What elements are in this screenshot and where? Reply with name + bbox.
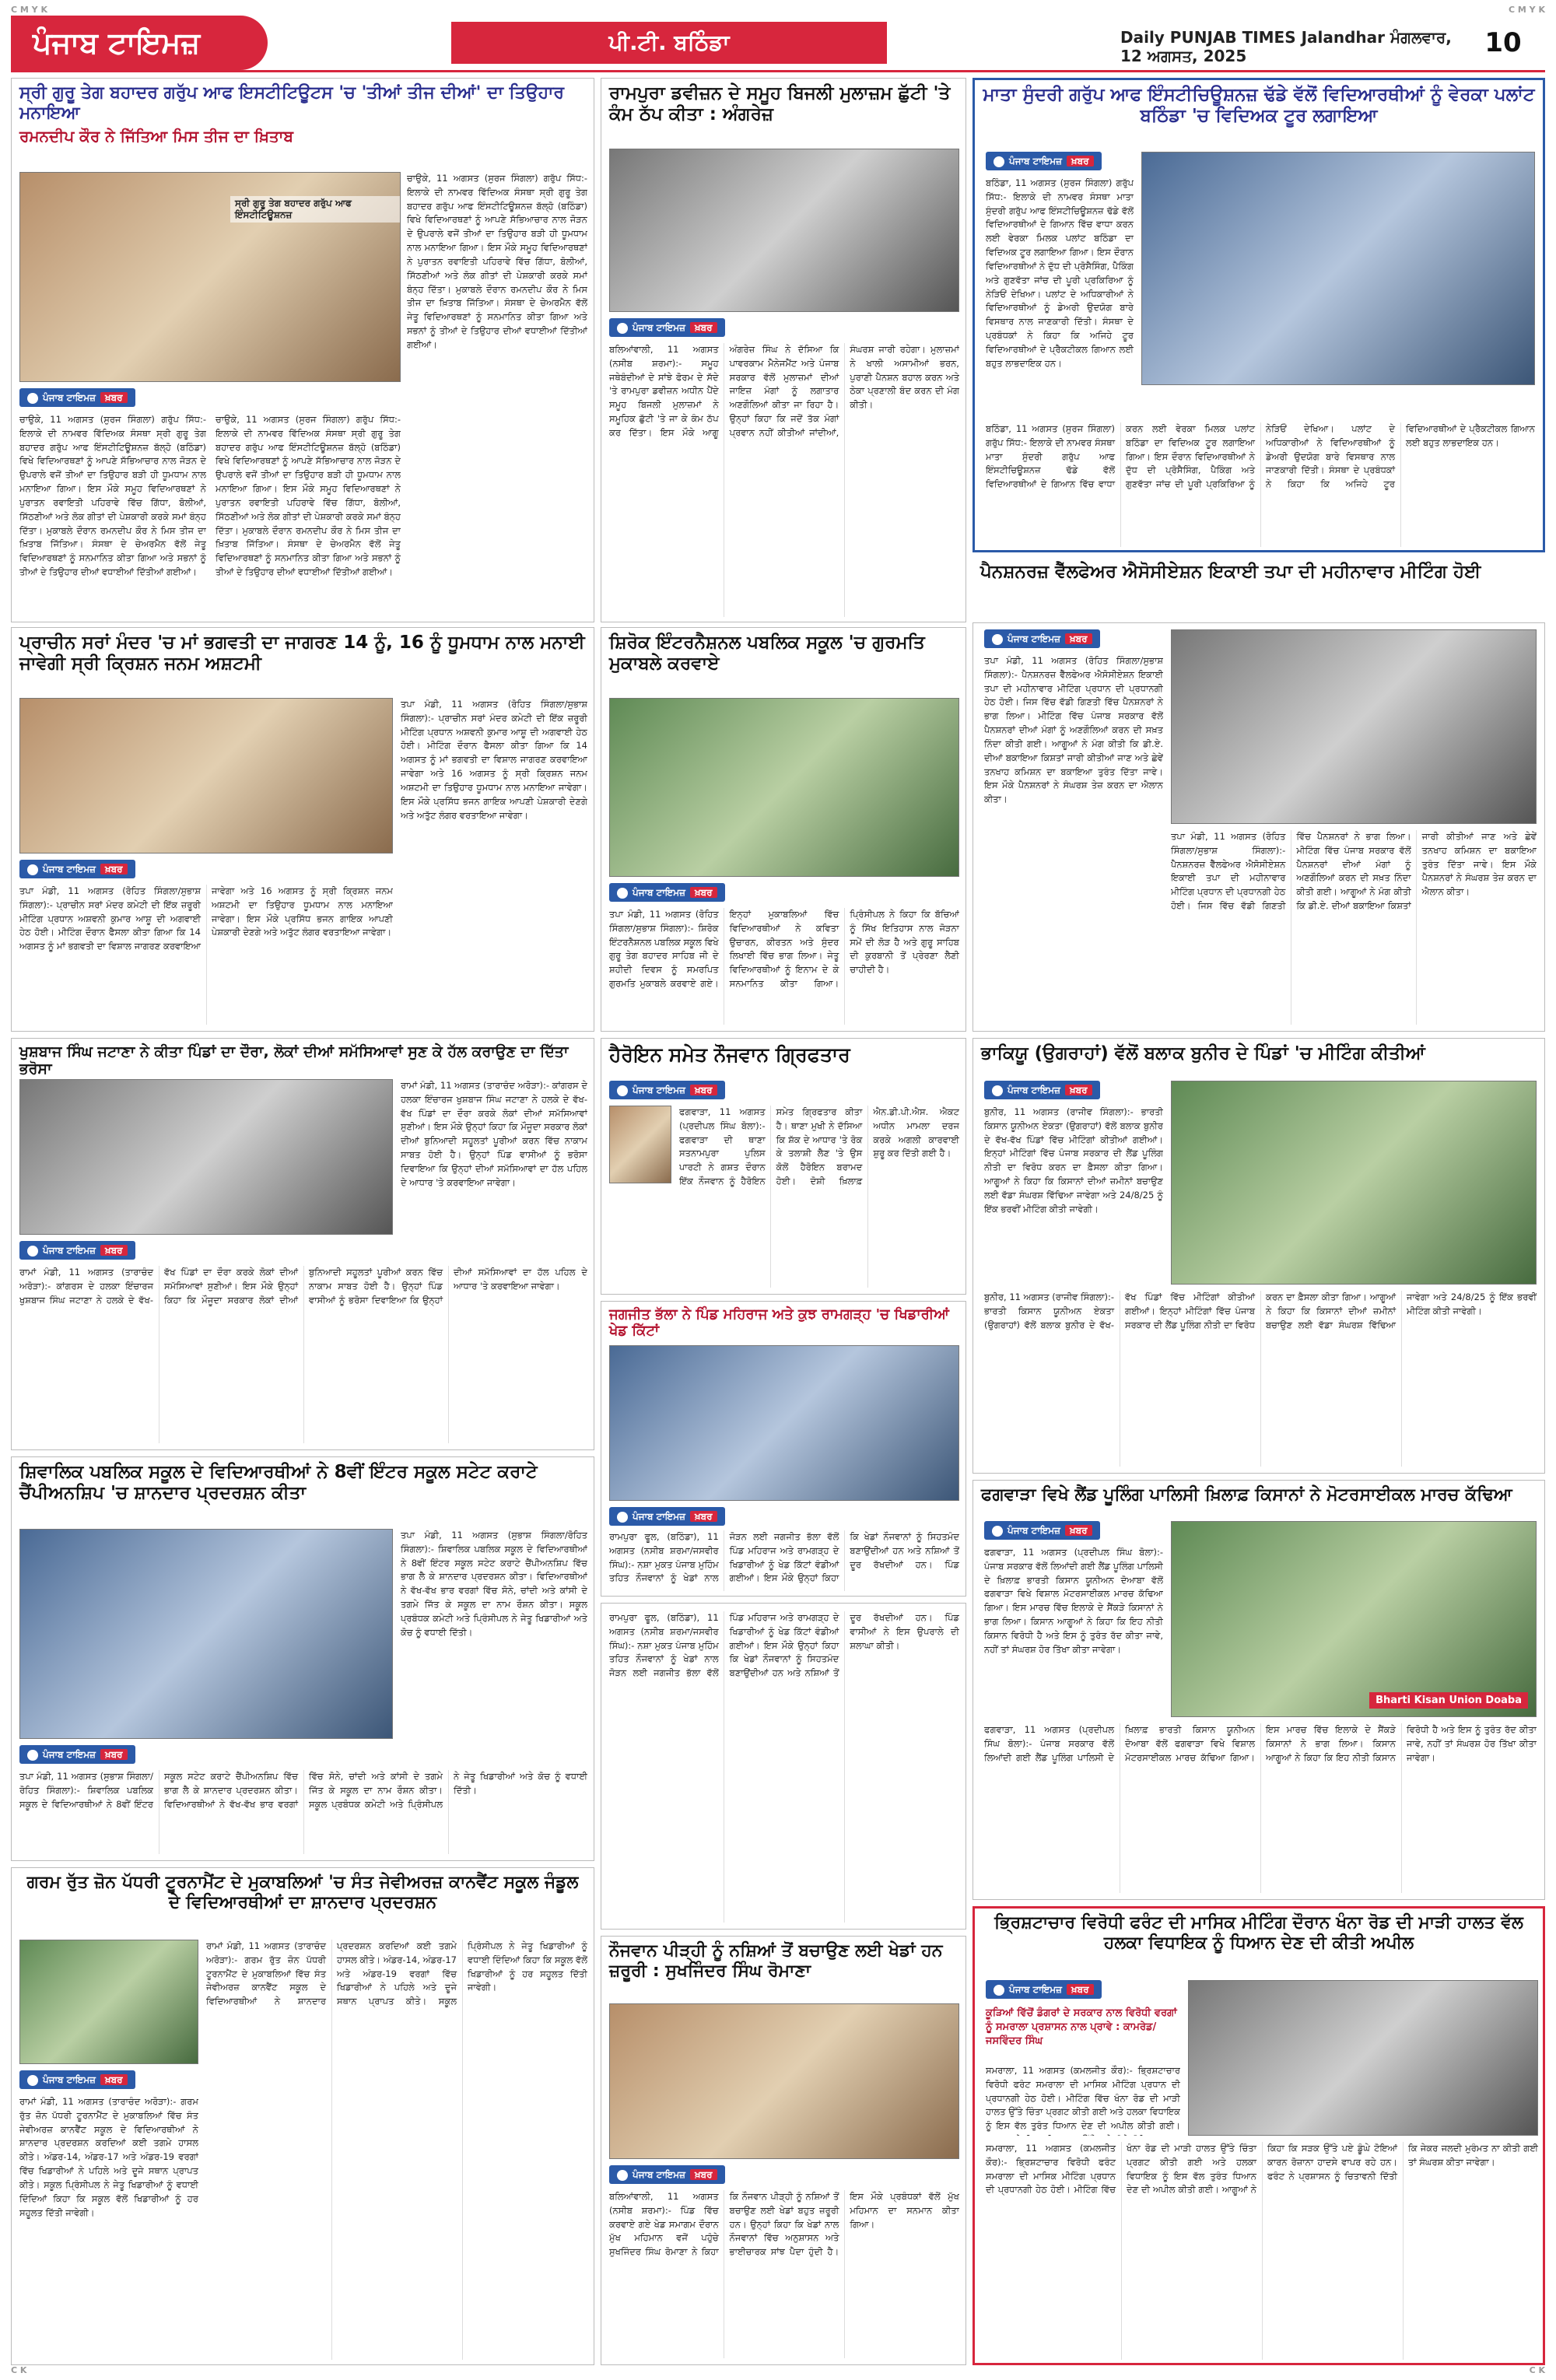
article-headline: ਹੈਰੋਇਨ ਸਮੇਤ ਨੌਜਵਾਨ ਗ੍ਰਿਫਤਾਰ (609, 1043, 850, 1066)
article-photo (1171, 629, 1537, 824)
byline-logo-icon (994, 156, 1004, 167)
photo-banner-text: Bharti Kisan Union Doaba (1369, 1692, 1528, 1709)
article-headline: ਨੌਜਵਾਨ ਪੀੜ੍ਹੀ ਨੂੰ ਨਸ਼ਿਆਂ ਤੋਂ ਬਚਾਉਣ ਲਈ ਖੇਡਾਂ ਹਨ ਜ਼ਰੂਰੀ : ਸੁਖਜਿੰਦਰ ਸਿੰਘ ਰੋਮਾਣਾ (609, 1941, 943, 1981)
article-greemrut (11, 1867, 594, 2365)
article-body-continued: ਤਪਾ ਮੰਡੀ, 11 ਅਗਸਤ (ਰੋਹਿਤ ਸਿੰਗਲਾ/ਸੁਭਾਸ਼ ਸਿੰਗਲਾ):- ਪ੍ਰਾਚੀਨ ਸਰਾਂ ਮੰਦਰ ਕਮੇਟੀ ਦੀ ਇੱਕ ਜ਼ਰੂਰੀ ਮੀਟਿੰਗ ਪ੍ਰਧਾਨ ਅਸ਼ਵਨੀ ਕੁਮਾਰ ਆਸ਼ੂ ਦੀ ਅਗਵਾਈ ਹੇਠ ਹੋਈ। ਮੀਟਿੰਗ ਦੌਰਾਨ ਫੈਸਲਾ ਕੀਤਾ ਗਿਆ ਕਿ 14 ਅਗਸਤ ਨੂੰ ਮਾਂ ਭਗਵਤੀ ਦਾ ਵਿਸ਼ਾਲ ਜਾਗਰਣ ਕਰਵਾਇਆ ਜਾਵੇਗਾ ਅਤੇ 16 ਅਗਸਤ ਨੂੰ ਸ੍ਰੀ ਕ੍ਰਿਸ਼ਨ ਜਨਮ ਅਸ਼ਟਮੀ ਦਾ ਤਿਉਹਾਰ ਧੂਮਧਾਮ ਨਾਲ ਮਨਾਇਆ ਜਾਵੇਗਾ। ਇਸ ਮੌਕੇ ਪ੍ਰਸਿੱਧ ਭਜਨ ਗਾਇਕ ਆਪਣੀ ਪੇਸ਼ਕਾਰੀ ਦੇਣਗੇ ਅਤੇ ਅਤੁੱਟ ਲੰਗਰ ਵਰਤਾਇਆ ਜਾਵੇਗਾ। (401, 699, 587, 821)
article-body-continued: ਰਾਮਪੁਰਾ ਫੂਲ, (ਬਠਿੰਡਾ), 11 ਅਗਸਤ (ਨਸੀਬ ਸ਼ਰਮਾ/ਜਸਵੀਰ ਸਿੰਘ):- ਨਸ਼ਾ ਮੁਕਤ ਪੰਜਾਬ ਮੁਹਿੰਮ ਤਹਿਤ ਨੌਜਵਾਨਾਂ ਨੂੰ ਖੇਡਾਂ ਨਾਲ ਜੋੜਨ ਲਈ ਜਗਜੀਤ ਭੱਲਾ ਵੱਲੋਂ ਪਿੰਡ ਮਹਿਰਾਜ ਅਤੇ ਰਾਮਗੜ੍ਹ ਦੇ ਖਿਡਾਰੀਆਂ ਨੂੰ ਖੇਡ ਕਿੱਟਾਂ ਵੰਡੀਆਂ ਗਈਆਂ। ਇਸ ਮੌਕੇ ਉਨ੍ਹਾਂ ਕਿਹਾ ਕਿ ਖੇਡਾਂ ਨੌਜਵਾਨਾਂ ਨੂੰ ਸਿਹਤਮੰਦ ਬਣਾਉਂਦੀਆਂ ਹਨ ਅਤੇ ਨਸ਼ਿਆਂ ਤੋਂ ਦੂਰ ਰੱਖਦੀਆਂ ਹਨ। ਪਿੰਡ ਵਾਸੀਆਂ ਨੇ ਇਸ ਉਪਰਾਲੇ ਦੀ ਸ਼ਲਾਘਾ ਕੀਤੀ। (609, 1612, 959, 1679)
article-body: ਰਾਮਾਂ ਮੰਡੀ, 11 ਅਗਸਤ (ਤਾਰਾਚੰਦ ਅਰੋੜਾ):- ਗਰਮ ਰੁੱਤ ਜ਼ੋਨ ਪੱਧਰੀ ਟੂਰਨਾਮੈਂਟ ਦੇ ਮੁਕਾਬਲਿਆਂ ਵਿੱਚ ਸੰਤ ਜੇਵੀਅਰਜ਼ ਕਾਨਵੈਂਟ ਸਕੂਲ ਦੇ ਵਿਦਿਆਰਥੀਆਂ ਨੇ ਸ਼ਾਨਦਾਰ ਪ੍ਰਦਰਸ਼ਨ ਕਰਦਿਆਂ ਕਈ ਤਗਮੇ ਹਾਸਲ ਕੀਤੇ। ਅੰਡਰ-14, ਅੰਡਰ-17 ਅਤੇ ਅੰਡਰ-19 ਵਰਗਾਂ ਵਿੱਚ ਖਿਡਾਰੀਆਂ ਨੇ ਪਹਿਲੇ ਅਤੇ ਦੂਜੇ ਸਥਾਨ ਪ੍ਰਾਪਤ ਕੀਤੇ। ਸਕੂਲ ਪ੍ਰਿੰਸੀਪਲ ਨੇ ਜੇਤੂ ਖਿਡਾਰੀਆਂ ਨੂੰ ਵਧਾਈ ਦਿੰਦਿਆਂ ਕਿਹਾ ਕਿ ਸਕੂਲ ਵੱਲੋਂ ਖਿਡਾਰੀਆਂ ਨੂੰ ਹਰ ਸਹੂਲਤ ਦਿੱਤੀ ਜਾਵੇਗੀ। (206, 1940, 587, 2007)
article-photo (609, 2003, 959, 2159)
article-photo (1141, 152, 1535, 385)
article-body-continued: ਸਮਰਾਲਾ, 11 ਅਗਸਤ (ਕਮਲਜੀਤ ਕੌਰ):- ਭ੍ਰਿਸ਼ਟਾਚਾਰ ਵਿਰੋਧੀ ਫਰੰਟ ਸਮਰਾਲਾ ਦੀ ਮਾਸਿਕ ਮੀਟਿੰਗ ਪ੍ਰਧਾਨ ਦੀ ਪ੍ਰਧਾਨਗੀ ਹੇਠ ਹੋਈ। ਮੀਟਿੰਗ ਵਿੱਚ ਖੰਨਾ ਰੋਡ ਦੀ ਮਾੜੀ ਹਾਲਤ ਉੱਤੇ ਚਿੰਤਾ ਪ੍ਰਗਟ ਕੀਤੀ ਗਈ ਅਤੇ ਹਲਕਾ ਵਿਧਾਇਕ ਨੂੰ ਇਸ ਵੱਲ ਤੁਰੰਤ ਧਿਆਨ ਦੇਣ ਦੀ ਅਪੀਲ ਕੀਤੀ ਗਈ। (986, 2065, 1180, 2132)
article-body: ਤਪਾ ਮੰਡੀ, 11 ਅਗਸਤ (ਰੋਹਿਤ ਸਿੰਗਲਾ/ਸੁਭਾਸ਼ ਸਿੰਗਲਾ):- ਪੈਨਸ਼ਨਰਜ਼ ਵੈੱਲਫੇਅਰ ਐਸੋਸੀਏਸ਼ਨ ਇਕਾਈ ਤਪਾ ਦੀ ਮਹੀਨਾਵਾਰ ਮੀਟਿੰਗ ਪ੍ਰਧਾਨ ਦੀ ਪ੍ਰਧਾਨਗੀ ਹੇਠ ਹੋਈ। ਜਿਸ ਵਿੱਚ ਵੱਡੀ ਗਿਣਤੀ ਵਿੱਚ ਪੈਨਸ਼ਨਰਾਂ ਨੇ ਭਾਗ ਲਿਆ। ਮੀਟਿੰਗ ਵਿੱਚ ਪੰਜਾਬ ਸਰਕਾਰ ਵੱਲੋਂ ਪੈਨਸ਼ਨਰਾਂ ਦੀਆਂ ਮੰਗਾਂ ਨੂੰ ਅਣਗੌਲਿਆਂ ਕਰਨ ਦੀ ਸਖ਼ਤ ਨਿੰਦਾ ਕੀਤੀ ਗਈ। ਆਗੂਆਂ ਨੇ ਮੰਗ ਕੀਤੀ ਕਿ ਡੀ.ਏ. ਦੀਆਂ ਬਕਾਇਆ ਕਿਸ਼ਤਾਂ ਜਾਰੀ ਕੀਤੀਆਂ ਜਾਣ ਅਤੇ ਛੇਵੇਂ ਤਨਖਾਹ ਕਮਿਸ਼ਨ ਦਾ ਬਕਾਇਆ ਤੁਰੰਤ ਦਿੱਤਾ ਜਾਵੇ। ਇਸ ਮੌਕੇ ਪੈਨਸ਼ਨਰਾਂ ਨੇ ਸੰਘਰਸ਼ ਤੇਜ਼ ਕਰਨ ਦਾ ਐਲਾਨ ਕੀਤਾ। (984, 655, 1163, 805)
byline: ਪੰਜਾਬ ਟਾਇਮਜ਼ ਖ਼ਬਰ (609, 883, 725, 902)
article-body: ਬਲਿਆਂਵਾਲੀ, 11 ਅਗਸਤ (ਨਸੀਬ ਸ਼ਰਮਾ):- ਪਿੰਡ ਵਿੱਚ ਕਰਵਾਏ ਗਏ ਖੇਡ ਸਮਾਗਮ ਦੌਰਾਨ ਮੁੱਖ ਮਹਿਮਾਨ ਵਜੋਂ ਪਹੁੰਚੇ ਸੁਖਜਿੰਦਰ ਸਿੰਘ ਰੋਮਾਣਾ ਨੇ ਕਿਹਾ ਕਿ ਨੌਜਵਾਨ ਪੀੜ੍ਹੀ ਨੂੰ ਨਸ਼ਿਆਂ ਤੋਂ ਬਚਾਉਣ ਲਈ ਖੇਡਾਂ ਬਹੁਤ ਜ਼ਰੂਰੀ ਹਨ। ਉਨ੍ਹਾਂ ਕਿਹਾ ਕਿ ਖੇਡਾਂ ਨਾਲ ਨੌਜਵਾਨਾਂ ਵਿੱਚ ਅਨੁਸ਼ਾਸਨ ਅਤੇ ਭਾਈਚਾਰਕ ਸਾਂਝ ਪੈਦਾ ਹੁੰਦੀ ਹੈ। ਇਸ ਮੌਕੇ ਪ੍ਰਬੰਧਕਾਂ ਵੱਲੋਂ ਮੁੱਖ ਮਹਿਮਾਨ ਦਾ ਸਨਮਾਨ ਕੀਤਾ ਗਿਆ। (609, 2191, 959, 2258)
article-khanna (972, 1906, 1545, 2365)
byline-logo-icon (992, 1085, 1003, 1096)
byline-logo-icon (27, 1750, 38, 1761)
article-body-continued: ਤਪਾ ਮੰਡੀ, 11 ਅਗਸਤ (ਸੁਭਾਸ਼ ਸਿੰਗਲਾ/ਰੋਹਿਤ ਸਿੰਗਲਾ):- ਸ਼ਿਵਾਲਿਕ ਪਬਲਿਕ ਸਕੂਲ ਦੇ ਵਿਦਿਆਰਥੀਆਂ ਨੇ 8ਵੀਂ ਇੰਟਰ ਸਕੂਲ ਸਟੇਟ ਕਰਾਟੇ ਚੈਂਪੀਅਨਸ਼ਿਪ ਵਿੱਚ ਭਾਗ ਲੈ ਕੇ ਸ਼ਾਨਦਾਰ ਪ੍ਰਦਰਸ਼ਨ ਕੀਤਾ। ਵਿਦਿਆਰਥੀਆਂ ਨੇ ਵੱਖ-ਵੱਖ ਭਾਰ ਵਰਗਾਂ ਵਿੱਚ ਸੋਨੇ, ਚਾਂਦੀ ਅਤੇ ਕਾਂਸੀ ਦੇ ਤਗਮੇ ਜਿੱਤ ਕੇ ਸਕੂਲ ਦਾ ਨਾਮ ਰੌਸ਼ਨ ਕੀਤਾ। ਸਕੂਲ ਪ੍ਰਬੰਧਕ ਕਮੇਟੀ ਅਤੇ ਪ੍ਰਿੰਸੀਪਲ ਨੇ ਜੇਤੂ ਖਿਡਾਰੀਆਂ ਅਤੇ ਕੋਚ ਨੂੰ ਵਧਾਈ ਦਿੱਤੀ। (401, 1530, 587, 1638)
article-photo (609, 1345, 959, 1501)
article-headline: ਸ਼ਿਵਾਲਿਕ ਪਬਲਿਕ ਸਕੂਲ ਦੇ ਵਿਦਿਆਰਥੀਆਂ ਨੇ 8ਵੀਂ ਇੰਟਰ ਸਕੂਲ ਸਟੇਟ ਕਰਾਟੇ ਚੈਂਪੀਅਨਸ਼ਿਪ 'ਚ ਸ਼ਾਨਦਾਰ ਪ੍ਰਦਰਸ਼ਨ ਕੀਤਾ (19, 1462, 538, 1504)
article-body: ਬਠਿੰਡਾ, 11 ਅਗਸਤ (ਸੁਰਜ ਸਿੰਗਲਾ) ਗਰੁੱਪ ਸਿੱਧ:- ਇਲਾਕੇ ਦੀ ਨਾਮਵਰ ਸੰਸਥਾ ਮਾਤਾ ਸੁੰਦਰੀ ਗਰੁੱਪ ਆਫ ਇੰਸਟੀਚਿਊਸ਼ਨਜ਼ ਢੱਡੇ ਵੱਲੋਂ ਵਿਦਿਆਰਥੀਆਂ ਦੇ ਗਿਆਨ ਵਿੱਚ ਵਾਧਾ ਕਰਨ ਲਈ ਵੇਰਕਾ ਮਿਲਕ ਪਲਾਂਟ ਬਠਿੰਡਾ ਦਾ ਵਿਦਿਅਕ ਟੂਰ ਲਗਾਇਆ ਗਿਆ। ਇਸ ਦੌਰਾਨ ਵਿਦਿਆਰਥੀਆਂ ਨੇ ਦੁੱਧ ਦੀ ਪ੍ਰੋਸੈਸਿੰਗ, ਪੈਕਿੰਗ ਅਤੇ ਗੁਣਵੱਤਾ ਜਾਂਚ ਦੀ ਪੂਰੀ ਪ੍ਰਕਿਰਿਆ ਨੂੰ ਨੇੜਿਓਂ ਦੇਖਿਆ। ਪਲਾਂਟ ਦੇ ਅਧਿਕਾਰੀਆਂ ਨੇ ਵਿਦਿਆਰਥੀਆਂ ਨੂੰ ਡੇਅਰੀ ਉਦਯੋਗ ਬਾਰੇ ਵਿਸਥਾਰ ਨਾਲ ਜਾਣਕਾਰੀ ਦਿੱਤੀ। ਸੰਸਥਾ ਦੇ ਪ੍ਰਬੰਧਕਾਂ ਨੇ ਕਿਹਾ ਕਿ ਅਜਿਹੇ ਟੂਰ ਵਿਦਿਆਰਥੀਆਂ ਦੇ ਪ੍ਰੈਕਟੀਕਲ ਗਿਆਨ ਲਈ ਬਹੁਤ ਲਾਭਦਾਇਕ ਹਨ। (986, 177, 1134, 369)
article-naujwan (601, 1936, 966, 2365)
article-headline: ਜਗਜੀਤ ਭੱਲਾ ਨੇ ਪਿੰਡ ਮਹਿਰਾਜ ਅਤੇ ਕੁਝ ਰਾਮਗੜ੍ਹ 'ਚ ਖਿਡਾਰੀਆਂ ਖੇਡ ਕਿੱਟਾਂ (609, 1306, 949, 1340)
section-title: ਪੀ.ਟੀ. ਬਠਿੰਡਾ (451, 22, 887, 64)
registration-mark: C M Y K (11, 5, 47, 15)
article-photo (609, 698, 959, 877)
article-jagjit-continued (601, 1603, 966, 1930)
byline-logo-icon (617, 888, 628, 899)
article-pensioners-header (972, 557, 1545, 619)
byline-logo-icon (617, 1512, 628, 1523)
brand-logo: ਪੰਜਾਬ ਟਾਇਮਜ਼ (11, 16, 268, 70)
byline-logo-icon (994, 1985, 1004, 1996)
byline: ਪੰਜਾਬ ਟਾਇਮਜ਼ ਖ਼ਬਰ (19, 1241, 135, 1260)
article-body: ਤਪਾ ਮੰਡੀ, 11 ਅਗਸਤ (ਰੋਹਿਤ ਸਿੰਗਲਾ/ਸੁਭਾਸ਼ ਸਿੰਗਲਾ):- ਸ਼ਿਰੋਕ ਇੰਟਰਨੈਸ਼ਨਲ ਪਬਲਿਕ ਸਕੂਲ ਵਿਖੇ ਗੁਰੂ ਤੇਗ ਬਹਾਦਰ ਸਾਹਿਬ ਜੀ ਦੇ ਸ਼ਹੀਦੀ ਦਿਵਸ ਨੂੰ ਸਮਰਪਿਤ ਗੁਰਮਤਿ ਮੁਕਾਬਲੇ ਕਰਵਾਏ ਗਏ। ਇਨ੍ਹਾਂ ਮੁਕਾਬਲਿਆਂ ਵਿੱਚ ਵਿਦਿਆਰਥੀਆਂ ਨੇ ਕਵਿਤਾ ਉਚਾਰਨ, ਕੀਰਤਨ ਅਤੇ ਸੁੰਦਰ ਲਿਖਾਈ ਵਿੱਚ ਭਾਗ ਲਿਆ। ਜੇਤੂ ਵਿਦਿਆਰਥੀਆਂ ਨੂੰ ਇਨਾਮ ਦੇ ਕੇ ਸਨਮਾਨਿਤ ਕੀਤਾ ਗਿਆ। ਪ੍ਰਿੰਸੀਪਲ ਨੇ ਕਿਹਾ ਕਿ ਬੱਚਿਆਂ ਨੂੰ ਸਿੱਖ ਇਤਿਹਾਸ ਨਾਲ ਜੋੜਨਾ ਸਮੇਂ ਦੀ ਲੋੜ ਹੈ ਅਤੇ ਗੁਰੂ ਸਾਹਿਬ ਦੀ ਕੁਰਬਾਨੀ ਤੋਂ ਪ੍ਰੇਰਣਾ ਲੈਣੀ ਚਾਹੀਦੀ ਹੈ। (609, 909, 959, 990)
byline-logo-icon (617, 1085, 628, 1096)
byline: ਪੰਜਾਬ ਟਾਇਮਜ਼ ਖ਼ਬਰ (986, 1980, 1102, 1999)
article-body: ਤਪਾ ਮੰਡੀ, 11 ਅਗਸਤ (ਸੁਭਾਸ਼ ਸਿੰਗਲਾ/ਰੋਹਿਤ ਸਿੰਗਲਾ):- ਸ਼ਿਵਾਲਿਕ ਪਬਲਿਕ ਸਕੂਲ ਦੇ ਵਿਦਿਆਰਥੀਆਂ ਨੇ 8ਵੀਂ ਇੰਟਰ ਸਕੂਲ ਸਟੇਟ ਕਰਾਟੇ ਚੈਂਪੀਅਨਸ਼ਿਪ ਵਿੱਚ ਭਾਗ ਲੈ ਕੇ ਸ਼ਾਨਦਾਰ ਪ੍ਰਦਰਸ਼ਨ ਕੀਤਾ। ਵਿਦਿਆਰਥੀਆਂ ਨੇ ਵੱਖ-ਵੱਖ ਭਾਰ ਵਰਗਾਂ ਵਿੱਚ ਸੋਨੇ, ਚਾਂਦੀ ਅਤੇ ਕਾਂਸੀ ਦੇ ਤਗਮੇ ਜਿੱਤ ਕੇ ਸਕੂਲ ਦਾ ਨਾਮ ਰੌਸ਼ਨ ਕੀਤਾ। ਸਕੂਲ ਪ੍ਰਬੰਧਕ ਕਮੇਟੀ ਅਤੇ ਪ੍ਰਿੰਸੀਪਲ ਨੇ ਜੇਤੂ ਖਿਡਾਰੀਆਂ ਅਤੇ ਕੋਚ ਨੂੰ ਵਧਾਈ ਦਿੱਤੀ। (19, 1771, 587, 1810)
masthead (0, 16, 1556, 73)
article-headline: ਖੁਸ਼ਬਾਜ ਸਿੰਘ ਜਟਾਣਾ ਨੇ ਕੀਤਾ ਪਿੰਡਾਂ ਦਾ ਦੌਰਾ, ਲੋਕਾਂ ਦੀਆਂ ਸਮੱਸਿਆਵਾਂ ਸੁਣ ਕੇ ਹੱਲ ਕਰਾਉਣ ਦਾ ਦਿੱਤਾ ਭਰੋਸਾ (19, 1043, 569, 1078)
article-body: ਰਾਮਪੁਰਾ ਫੂਲ, (ਬਠਿੰਡਾ), 11 ਅਗਸਤ (ਨਸੀਬ ਸ਼ਰਮਾ/ਜਸਵੀਰ ਸਿੰਘ):- ਨਸ਼ਾ ਮੁਕਤ ਪੰਜਾਬ ਮੁਹਿੰਮ ਤਹਿਤ ਨੌਜਵਾਨਾਂ ਨੂੰ ਖੇਡਾਂ ਨਾਲ ਜੋੜਨ ਲਈ ਜਗਜੀਤ ਭੱਲਾ ਵੱਲੋਂ ਪਿੰਡ ਮਹਿਰਾਜ ਅਤੇ ਰਾਮਗੜ੍ਹ ਦੇ ਖਿਡਾਰੀਆਂ ਨੂੰ ਖੇਡ ਕਿੱਟਾਂ ਵੰਡੀਆਂ ਗਈਆਂ। ਇਸ ਮੌਕੇ ਉਨ੍ਹਾਂ ਕਿਹਾ ਕਿ ਖੇਡਾਂ ਨੌਜਵਾਨਾਂ ਨੂੰ ਸਿਹਤਮੰਦ ਬਣਾਉਂਦੀਆਂ ਹਨ ਅਤੇ ਨਸ਼ਿਆਂ ਤੋਂ ਦੂਰ ਰੱਖਦੀਆਂ ਹਨ। ਪਿੰਡ (609, 1531, 959, 1584)
article-body-continued: ਚਾਉਕੇ, 11 ਅਗਸਤ (ਸੁਰਜ ਸਿੰਗਲਾ) ਗਰੁੱਪ ਸਿੱਧ:- ਇਲਾਕੇ ਦੀ ਨਾਮਵਰ ਵਿੱਦਿਅਕ ਸੰਸਥਾ ਸ੍ਰੀ ਗੁਰੂ ਤੇਗ ਬਹਾਦਰ ਗਰੁੱਪ ਆਫ ਇੰਸਟੀਟਿਊਸ਼ਨਜ਼ ਬੱਲ੍ਹੋ (ਬਠਿੰਡਾ) ਵਿਖੇ ਵਿਦਿਆਰਥਣਾਂ ਨੂੰ ਆਪਣੇ ਸੱਭਿਆਚਾਰ ਨਾਲ ਜੋੜਨ ਦੇ ਉਪਰਾਲੇ ਵਜੋਂ ਤੀਆਂ ਦਾ ਤਿਉਹਾਰ ਬੜੀ ਹੀ ਧੂਮਧਾਮ ਨਾਲ ਮਨਾਇਆ ਗਿਆ। ਇਸ ਮੌਕੇ ਸਮੂਹ ਵਿਦਿਆਰਥਣਾਂ ਨੇ ਪੁਰਾਤਨ ਰਵਾਇਤੀ ਪਹਿਰਾਵੇ ਵਿੱਚ ਗਿੱਧਾ, ਬੋਲੀਆਂ, ਸਿੱਠਣੀਆਂ ਅਤੇ ਲੋਕ ਗੀਤਾਂ ਦੀ ਪੇਸ਼ਕਾਰੀ ਕਰਕੇ ਸਮਾਂ ਬੰਨ੍ਹ ਦਿੱਤਾ। ਮੁਕਾਬਲੇ ਦੌਰਾਨ ਰਮਨਦੀਪ ਕੌਰ ਨੇ ਮਿਸ ਤੀਜ ਦਾ ਖ਼ਿਤਾਬ ਜਿੱਤਿਆ। ਸੰਸਥਾ ਦੇ ਚੇਅਰਮੈਨ ਵੱਲੋਂ ਜੇਤੂ ਵਿਦਿਆਰਥਣਾਂ ਨੂੰ ਸਨਮਾਨਿਤ ਕੀਤਾ ਗਿਆ ਅਤੇ ਸਭਨਾਂ ਨੂੰ ਤੀਆਂ ਦੇ ਤਿਉਹਾਰ ਦੀਆਂ ਵਧਾਈਆਂ ਦਿੱਤੀਆਂ ਗਈਆਂ। (216, 414, 401, 577)
article-body: ਸਮਰਾਲਾ, 11 ਅਗਸਤ (ਕਮਲਜੀਤ ਕੌਰ):- ਭ੍ਰਿਸ਼ਟਾਚਾਰ ਵਿਰੋਧੀ ਫਰੰਟ ਸਮਰਾਲਾ ਦੀ ਮਾਸਿਕ ਮੀਟਿੰਗ ਪ੍ਰਧਾਨ ਦੀ ਪ੍ਰਧਾਨਗੀ ਹੇਠ ਹੋਈ। ਮੀਟਿੰਗ ਵਿੱਚ ਖੰਨਾ ਰੋਡ ਦੀ ਮਾੜੀ ਹਾਲਤ ਉੱਤੇ ਚਿੰਤਾ ਪ੍ਰਗਟ ਕੀਤੀ ਗਈ ਅਤੇ ਹਲਕਾ ਵਿਧਾਇਕ ਨੂੰ ਇਸ ਵੱਲ ਤੁਰੰਤ ਧਿਆਨ ਦੇਣ ਦੀ ਅਪੀਲ ਕੀਤੀ ਗਈ। ਆਗੂਆਂ ਨੇ ਕਿਹਾ ਕਿ ਸੜਕ ਉੱਤੇ ਪਏ ਡੂੰਘੇ ਟੋਇਆਂ ਕਾਰਨ ਰੋਜ਼ਾਨਾ ਹਾਦਸੇ ਵਾਪਰ ਰਹੇ ਹਨ। ਫਰੰਟ ਨੇ ਪ੍ਰਸ਼ਾਸਨ ਨੂੰ ਚਿਤਾਵਨੀ ਦਿੱਤੀ ਕਿ ਜੇਕਰ ਜਲਦੀ ਮੁਰੰਮਤ ਨਾ ਕੀਤੀ ਗਈ ਤਾਂ ਸੰਘਰਸ਼ ਕੀਤਾ ਜਾਵੇਗਾ। (986, 2143, 1538, 2196)
byline: ਪੰਜਾਬ ਟਾਇਮਜ਼ ਖ਼ਬਰ (609, 2165, 725, 2184)
registration-mark: C K (11, 2365, 27, 2375)
article-body: ਬਲਿਆਂਵਾਲੀ, 11 ਅਗਸਤ (ਨਸੀਬ ਸ਼ਰਮਾ):- ਸਮੂਹ ਜਥੇਬੰਦੀਆਂ ਦੇ ਸਾਂਝੇ ਫੋਰਮ ਦੇ ਸੱਦੇ 'ਤੇ ਰਾਮਪੁਰਾ ਡਵੀਜ਼ਨ ਅਧੀਨ ਪੈਂਦੇ ਸਮੂਹ ਬਿਜਲੀ ਮੁਲਾਜ਼ਮਾਂ ਨੇ ਸਮੂਹਿਕ ਛੁੱਟੀ 'ਤੇ ਜਾ ਕੇ ਕੰਮ ਠੱਪ ਕਰ ਦਿੱਤਾ। ਇਸ ਮੌਕੇ ਆਗੂ ਅੰਗਰੇਜ਼ ਸਿੰਘ ਨੇ ਦੱਸਿਆ ਕਿ ਪਾਵਰਕਾਮ ਮੈਨੇਜਮੈਂਟ ਅਤੇ ਪੰਜਾਬ ਸਰਕਾਰ ਵੱਲੋਂ ਮੁਲਾਜ਼ਮਾਂ ਦੀਆਂ ਜਾਇਜ਼ ਮੰਗਾਂ ਨੂੰ ਲਗਾਤਾਰ ਅਣਗੌਲਿਆਂ ਕੀਤਾ ਜਾ ਰਿਹਾ ਹੈ। ਉਨ੍ਹਾਂ ਕਿਹਾ ਕਿ ਜਦੋਂ ਤੱਕ ਮੰਗਾਂ ਪ੍ਰਵਾਨ ਨਹੀਂ ਕੀਤੀਆਂ ਜਾਂਦੀਆਂ, ਸੰਘਰਸ਼ ਜਾਰੀ ਰਹੇਗਾ। ਮੁਲਾਜ਼ਮਾਂ ਨੇ ਖਾਲੀ ਅਸਾਮੀਆਂ ਭਰਨ, ਪੁਰਾਣੀ ਪੈਨਸ਼ਨ ਬਹਾਲ ਕਰਨ ਅਤੇ ਠੇਕਾ ਪ੍ਰਣਾਲੀ ਬੰਦ ਕਰਨ ਦੀ ਮੰਗ ਕੀਤੀ। (609, 344, 959, 438)
article-body-continued: ਰਾਮਾਂ ਮੰਡੀ, 11 ਅਗਸਤ (ਤਾਰਾਚੰਦ ਅਰੋੜਾ):- ਕਾਂਗਰਸ ਦੇ ਹਲਕਾ ਇੰਚਾਰਜ ਖੁਸ਼ਬਾਜ ਸਿੰਘ ਜਟਾਣਾ ਨੇ ਹਲਕੇ ਦੇ ਵੱਖ-ਵੱਖ ਪਿੰਡਾਂ ਦਾ ਦੌਰਾ ਕਰਕੇ ਲੋਕਾਂ ਦੀਆਂ ਸਮੱਸਿਆਵਾਂ ਸੁਣੀਆਂ। ਇਸ ਮੌਕੇ ਉਨ੍ਹਾਂ ਕਿਹਾ ਕਿ ਮੌਜੂਦਾ ਸਰਕਾਰ ਲੋਕਾਂ ਦੀਆਂ ਬੁਨਿਆਦੀ ਸਹੂਲਤਾਂ ਪੂਰੀਆਂ ਕਰਨ ਵਿੱਚ ਨਾਕਾਮ ਸਾਬਤ ਹੋਈ ਹੈ। ਉਨ੍ਹਾਂ ਪਿੰਡ ਵਾਸੀਆਂ ਨੂੰ ਭਰੋਸਾ ਦਿਵਾਇਆ ਕਿ ਉਨ੍ਹਾਂ ਦੀਆਂ ਸਮੱਸਿਆਵਾਂ ਦਾ ਹੱਲ ਪਹਿਲ ਦੇ ਆਧਾਰ 'ਤੇ ਕਰਵਾਇਆ ਜਾਵੇਗਾ। (401, 1080, 587, 1188)
article-headline: ਪ੍ਰਾਚੀਨ ਸਰਾਂ ਮੰਦਰ 'ਚ ਮਾਂ ਭਗਵਤੀ ਦਾ ਜਾਗਰਣ 14 ਨੂੰ, 16 ਨੂੰ ਧੂਮਧਾਮ ਨਾਲ ਮਨਾਈ ਜਾਵੇਗੀ ਸ੍ਰੀ ਕ੍ਰਿਸ਼ਨ ਜਨਮ ਅਸ਼ਟਮੀ (19, 633, 585, 675)
article-bku (972, 1038, 1545, 1474)
byline-logo-icon (27, 393, 38, 404)
article-headline: ਸ੍ਰੀ ਗੁਰੂ ਤੇਗ ਬਹਾਦਰ ਗਰੁੱਪ ਆਫ ਇਸਟੀਟਿਊਟਸ 'ਚ 'ਤੀਆਂ ਤੀਜ ਦੀਆਂ' ਦਾ ਤਿਉਹਾਰ ਮਨਾਇਆ (19, 83, 565, 123)
article-headline: ਮਾਤਾ ਸੁੰਦਰੀ ਗਰੁੱਪ ਆਫ ਇੰਸਟੀਚਿਊਸ਼ਨਜ਼ ਢੱਡੇ ਵੱਲੋਂ ਵਿਦਿਆਰਥੀਆਂ ਨੂੰ ਵੇਰਕਾ ਪਲਾਂਟ ਬਠਿੰਡਾ 'ਚ ਵਿਦਿਅਕ ਟੂਰ ਲਗਾਇਆ (983, 85, 1535, 127)
article-photo (19, 1079, 393, 1235)
article-headline: ਰਾਮਪੁਰਾ ਡਵੀਜ਼ਨ ਦੇ ਸਮੂਹ ਬਿਜਲੀ ਮੁਲਾਜ਼ਮ ਛੁੱਟੀ 'ਤੇ ਕੰਮ ਠੱਪ ਕੀਤਾ : ਅੰਗਰੇਜ਼ (609, 83, 951, 125)
byline-logo-icon (27, 2075, 38, 2086)
article-body: ਫਗਵਾੜਾ, 11 ਅਗਸਤ (ਪ੍ਰਦੀਪਲ ਸਿੰਘ ਬੋਲਾ):- ਪੰਜਾਬ ਸਰਕਾਰ ਵੱਲੋਂ ਲਿਆਂਦੀ ਗਈ ਲੈਂਡ ਪੂਲਿੰਗ ਪਾਲਿਸੀ ਦੇ ਖ਼ਿਲਾਫ਼ ਭਾਰਤੀ ਕਿਸਾਨ ਯੂਨੀਅਨ ਦੋਆਬਾ ਵੱਲੋਂ ਫਗਵਾੜਾ ਵਿਖੇ ਵਿਸ਼ਾਲ ਮੋਟਰਸਾਈਕਲ ਮਾਰਚ ਕੱਢਿਆ ਗਿਆ। ਇਸ ਮਾਰਚ ਵਿੱਚ ਇਲਾਕੇ ਦੇ ਸੈਂਕੜੇ ਕਿਸਾਨਾਂ ਨੇ ਭਾਗ ਲਿਆ। ਕਿਸਾਨ ਆਗੂਆਂ ਨੇ ਕਿਹਾ ਕਿ ਇਹ ਨੀਤੀ ਕਿਸਾਨ ਵਿਰੋਧੀ ਹੈ ਅਤੇ ਇਸ ਨੂੰ ਤੁਰੰਤ ਰੱਦ ਕੀਤਾ ਜਾਵੇ, ਨਹੀਂ ਤਾਂ ਸੰਘਰਸ਼ ਹੋਰ ਤਿੱਖਾ ਕੀਤਾ ਜਾਵੇਗਾ। (984, 1547, 1163, 1655)
article-photo (1171, 1081, 1537, 1285)
article-headline: ਫਗਵਾੜਾ ਵਿਖੇ ਲੈਂਡ ਪੂਲਿੰਗ ਪਾਲਿਸੀ ਖ਼ਿਲਾਫ਼ ਕਿਸਾਨਾਂ ਨੇ ਮੋਟਰਸਾਈਕਲ ਮਾਰਚ ਕੱਢਿਆ (981, 1485, 1512, 1505)
article-photo (19, 172, 401, 382)
byline: ਪੰਜਾਬ ਟਾਇਮਜ਼ ਖ਼ਬਰ (19, 2070, 135, 2089)
article-heroin (601, 1038, 966, 1295)
article-body: ਰਾਮਾਂ ਮੰਡੀ, 11 ਅਗਸਤ (ਤਾਰਾਚੰਦ ਅਰੋੜਾ):- ਕਾਂਗਰਸ ਦੇ ਹਲਕਾ ਇੰਚਾਰਜ ਖੁਸ਼ਬਾਜ ਸਿੰਘ ਜਟਾਣਾ ਨੇ ਹਲਕੇ ਦੇ ਵੱਖ-ਵੱਖ ਪਿੰਡਾਂ ਦਾ ਦੌਰਾ ਕਰਕੇ ਲੋਕਾਂ ਦੀਆਂ ਸਮੱਸਿਆਵਾਂ ਸੁਣੀਆਂ। ਇਸ ਮੌਕੇ ਉਨ੍ਹਾਂ ਕਿਹਾ ਕਿ ਮੌਜੂਦਾ ਸਰਕਾਰ ਲੋਕਾਂ ਦੀਆਂ ਬੁਨਿਆਦੀ ਸਹੂਲਤਾਂ ਪੂਰੀਆਂ ਕਰਨ ਵਿੱਚ ਨਾਕਾਮ ਸਾਬਤ ਹੋਈ ਹੈ। ਉਨ੍ਹਾਂ ਪਿੰਡ ਵਾਸੀਆਂ ਨੂੰ ਭਰੋਸਾ ਦਿਵਾਇਆ ਕਿ ਉਨ੍ਹਾਂ ਦੀਆਂ ਸਮੱਸਿਆਵਾਂ ਦਾ ਹੱਲ ਪਹਿਲ ਦੇ ਆਧਾਰ 'ਤੇ ਕਰਵਾਇਆ ਜਾਵੇਗਾ। (19, 1267, 587, 1306)
article-photo (609, 149, 959, 312)
article-shivalik (11, 1456, 594, 1861)
article-gurmat (601, 627, 966, 1032)
masthead-rule (11, 70, 1545, 72)
article-body: ਤਪਾ ਮੰਡੀ, 11 ਅਗਸਤ (ਰੋਹਿਤ ਸਿੰਗਲਾ/ਸੁਭਾਸ਼ ਸਿੰਗਲਾ):- ਪ੍ਰਾਚੀਨ ਸਰਾਂ ਮੰਦਰ ਕਮੇਟੀ ਦੀ ਇੱਕ ਜ਼ਰੂਰੀ ਮੀਟਿੰਗ ਪ੍ਰਧਾਨ ਅਸ਼ਵਨੀ ਕੁਮਾਰ ਆਸ਼ੂ ਦੀ ਅਗਵਾਈ ਹੇਠ ਹੋਈ। ਮੀਟਿੰਗ ਦੌਰਾਨ ਫੈਸਲਾ ਕੀਤਾ ਗਿਆ ਕਿ 14 ਅਗਸਤ ਨੂੰ ਮਾਂ ਭਗਵਤੀ ਦਾ ਵਿਸ਼ਾਲ ਜਾਗਰਣ ਕਰਵਾਇਆ ਜਾਵੇਗਾ ਅਤੇ 16 ਅਗਸਤ ਨੂੰ ਸ੍ਰੀ ਕ੍ਰਿਸ਼ਨ ਜਨਮ ਅਸ਼ਟਮੀ ਦਾ ਤਿਉਹਾਰ ਧੂਮਧਾਮ ਨਾਲ ਮਨਾਇਆ ਜਾਵੇਗਾ। ਇਸ ਮੌਕੇ ਪ੍ਰਸਿੱਧ ਭਜਨ ਗਾਇਕ ਆਪਣੀ ਪੇਸ਼ਕਾਰੀ ਦੇਣਗੇ ਅਤੇ ਅਤੁੱਟ ਲੰਗਰ ਵਰਤਾਇਆ ਜਾਵੇਗਾ। (19, 885, 393, 952)
article-headline: ਭਾਕਿਯੂ (ਉਗਰਾਹਾਂ) ਵੱਲੋਂ ਬਲਾਕ ਬੁਨੀਰ ਦੇ ਪਿੰਡਾਂ 'ਚ ਮੀਟਿੰਗ ਕੀਤੀਆਂ (981, 1043, 1425, 1064)
byline-logo-icon (992, 634, 1003, 645)
byline: ਪੰਜਾਬ ਟਾਇਮਜ਼ ਖ਼ਬਰ (986, 152, 1102, 170)
article-phagwara (972, 1480, 1545, 1900)
byline: ਪੰਜਾਬ ਟਾਇਮਜ਼ ਖ਼ਬਰ (609, 1081, 725, 1099)
byline: ਪੰਜਾਬ ਟਾਇਮਜ਼ ਖ਼ਬਰ (984, 629, 1100, 648)
article-body-continued: ਬੁਨੀਰ, 11 ਅਗਸਤ (ਰਾਜੀਵ ਸਿੰਗਲਾ):- ਭਾਰਤੀ ਕਿਸਾਨ ਯੂਨੀਅਨ ਏਕਤਾ (ਉਗਰਾਹਾਂ) ਵੱਲੋਂ ਬਲਾਕ ਬੁਨੀਰ ਦੇ ਵੱਖ-ਵੱਖ ਪਿੰਡਾਂ ਵਿੱਚ ਮੀਟਿੰਗਾਂ ਕੀਤੀਆਂ ਗਈਆਂ। ਇਨ੍ਹਾਂ ਮੀਟਿੰਗਾਂ ਵਿੱਚ ਪੰਜਾਬ ਸਰਕਾਰ ਦੀ ਲੈਂਡ ਪੂਲਿੰਗ ਨੀਤੀ ਦਾ ਵਿਰੋਧ ਕਰਨ ਦਾ ਫ਼ੈਸਲਾ ਕੀਤਾ ਗਿਆ। ਆਗੂਆਂ ਨੇ ਕਿਹਾ ਕਿ ਕਿਸਾਨਾਂ ਦੀਆਂ ਜ਼ਮੀਨਾਂ ਬਚਾਉਣ ਲਈ ਵੱਡਾ ਸੰਘਰਸ਼ ਵਿੱਢਿਆ ਜਾਵੇਗਾ ਅਤੇ 24/8/25 ਨੂੰ ਇੱਕ ਭਰਵੀਂ ਮੀਟਿੰਗ ਕੀਤੀ ਜਾਵੇਗੀ। (984, 1292, 1537, 1330)
article-photo (1171, 1521, 1537, 1717)
article-headline: ਗਰਮ ਰੁੱਤ ਜ਼ੋਨ ਪੱਧਰੀ ਟੂਰਨਾਮੈਂਟ ਦੇ ਮੁਕਾਬਲਿਆਂ 'ਚ ਸੰਤ ਜੇਵੀਅਰਜ਼ ਕਾਨਵੈਂਟ ਸਕੂਲ ਜੰਡੂਲ ਦੇ ਵਿਦਿਆਰਥੀਆਂ ਦਾ ਸ਼ਾਨਦਾਰ ਪ੍ਰਦਰਸ਼ਨ (26, 1873, 579, 1912)
article-photo (19, 698, 393, 854)
article-photo (19, 1940, 198, 2064)
photo-caption: ਸ੍ਰੀ ਗੁਰੂ ਤੇਗ ਬਹਾਦਰ ਗਰੁੱਪ ਆਫ ਇੰਸਟੀਟਿਊਸ਼ਨਜ਼ (230, 196, 400, 223)
article-mandir (11, 627, 594, 1032)
article-headline: ਭ੍ਰਿਸ਼ਟਾਚਾਰ ਵਿਰੋਧੀ ਫਰੰਟ ਦੀ ਮਾਸਿਕ ਮੀਟਿੰਗ ਦੌਰਾਨ ਖੰਨਾ ਰੋਡ ਦੀ ਮਾੜੀ ਹਾਲਤ ਵੱਲ ਹਲਕਾ ਵਿਧਾਇਕ ਨੂੰ ਧਿਆਨ ਦੇਣ ਦੀ ਕੀਤੀ ਅਪੀਲ (994, 1913, 1523, 1953)
page-number: 10 (1472, 22, 1534, 64)
article-body: ਚਾਉਕੇ, 11 ਅਗਸਤ (ਸੁਰਜ ਸਿੰਗਲਾ) ਗਰੁੱਪ ਸਿੱਧ:- ਇਲਾਕੇ ਦੀ ਨਾਮਵਰ ਵਿੱਦਿਅਕ ਸੰਸਥਾ ਸ੍ਰੀ ਗੁਰੂ ਤੇਗ ਬਹਾਦਰ ਗਰੁੱਪ ਆਫ ਇੰਸਟੀਟਿਊਸ਼ਨਜ਼ ਬੱਲ੍ਹੋ (ਬਠਿੰਡਾ) ਵਿਖੇ ਵਿਦਿਆਰਥਣਾਂ ਨੂੰ ਆਪਣੇ ਸੱਭਿਆਚਾਰ ਨਾਲ ਜੋੜਨ ਦੇ ਉਪਰਾਲੇ ਵਜੋਂ ਤੀਆਂ ਦਾ ਤਿਉਹਾਰ ਬੜੀ ਹੀ ਧੂਮਧਾਮ ਨਾਲ ਮਨਾਇਆ ਗਿਆ। ਇਸ ਮੌਕੇ ਸਮੂਹ ਵਿਦਿਆਰਥਣਾਂ ਨੇ ਪੁਰਾਤਨ ਰਵਾਇਤੀ ਪਹਿਰਾਵੇ ਵਿੱਚ ਗਿੱਧਾ, ਬੋਲੀਆਂ, ਸਿੱਠਣੀਆਂ ਅਤੇ ਲੋਕ ਗੀਤਾਂ ਦੀ ਪੇਸ਼ਕਾਰੀ ਕਰਕੇ ਸਮਾਂ ਬੰਨ੍ਹ ਦਿੱਤਾ। ਮੁਕਾਬਲੇ ਦੌਰਾਨ ਰਮਨਦੀਪ ਕੌਰ ਨੇ ਮਿਸ ਤੀਜ ਦਾ ਖ਼ਿਤਾਬ ਜਿੱਤਿਆ। ਸੰਸਥਾ ਦੇ ਚੇਅਰਮੈਨ ਵੱਲੋਂ ਜੇਤੂ ਵਿਦਿਆਰਥਣਾਂ ਨੂੰ ਸਨਮਾਨਿਤ ਕੀਤਾ ਗਿਆ ਅਤੇ ਸਭਨਾਂ ਨੂੰ ਤੀਆਂ ਦੇ ਤਿਉਹਾਰ ਦੀਆਂ ਵਧਾਈਆਂ ਦਿੱਤੀਆਂ ਗਈਆਂ। (19, 414, 206, 577)
article-body-continued: ਚਾਉਕੇ, 11 ਅਗਸਤ (ਸੁਰਜ ਸਿੰਗਲਾ) ਗਰੁੱਪ ਸਿੱਧ:- ਇਲਾਕੇ ਦੀ ਨਾਮਵਰ ਵਿੱਦਿਅਕ ਸੰਸਥਾ ਸ੍ਰੀ ਗੁਰੂ ਤੇਗ ਬਹਾਦਰ ਗਰੁੱਪ ਆਫ ਇੰਸਟੀਟਿਊਸ਼ਨਜ਼ ਬੱਲ੍ਹੋ (ਬਠਿੰਡਾ) ਵਿਖੇ ਵਿਦਿਆਰਥਣਾਂ ਨੂੰ ਆਪਣੇ ਸੱਭਿਆਚਾਰ ਨਾਲ ਜੋੜਨ ਦੇ ਉਪਰਾਲੇ ਵਜੋਂ ਤੀਆਂ ਦਾ ਤਿਉਹਾਰ ਬੜੀ ਹੀ ਧੂਮਧਾਮ ਨਾਲ ਮਨਾਇਆ ਗਿਆ। ਇਸ ਮੌਕੇ ਸਮੂਹ ਵਿਦਿਆਰਥਣਾਂ ਨੇ ਪੁਰਾਤਨ ਰਵਾਇਤੀ ਪਹਿਰਾਵੇ ਵਿੱਚ ਗਿੱਧਾ, ਬੋਲੀਆਂ, ਸਿੱਠਣੀਆਂ ਅਤੇ ਲੋਕ ਗੀਤਾਂ ਦੀ ਪੇਸ਼ਕਾਰੀ ਕਰਕੇ ਸਮਾਂ ਬੰਨ੍ਹ ਦਿੱਤਾ। ਮੁਕਾਬਲੇ ਦੌਰਾਨ ਰਮਨਦੀਪ ਕੌਰ ਨੇ ਮਿਸ ਤੀਜ ਦਾ ਖ਼ਿਤਾਬ ਜਿੱਤਿਆ। ਸੰਸਥਾ ਦੇ ਚੇਅਰਮੈਨ ਵੱਲੋਂ ਜੇਤੂ ਵਿਦਿਆਰਥਣਾਂ ਨੂੰ ਸਨਮਾਨਿਤ ਕੀਤਾ ਗਿਆ ਅਤੇ ਸਭਨਾਂ ਨੂੰ ਤੀਆਂ ਦੇ ਤਿਉਹਾਰ ਦੀਆਂ ਵਧਾਈਆਂ ਦਿੱਤੀਆਂ ਗਈਆਂ। (407, 173, 587, 350)
article-body: ਫਗਵਾੜਾ, 11 ਅਗਸਤ (ਪ੍ਰਦੀਪਲ ਸਿੰਘ ਬੋਲਾ):- ਫਗਵਾੜਾ ਦੀ ਥਾਣਾ ਸਤਨਾਮਪੁਰਾ ਪੁਲਿਸ ਪਾਰਟੀ ਨੇ ਗਸ਼ਤ ਦੌਰਾਨ ਇੱਕ ਨੌਜਵਾਨ ਨੂੰ ਹੈਰੋਇਨ ਸਮੇਤ ਗ੍ਰਿਫਤਾਰ ਕੀਤਾ ਹੈ। ਥਾਣਾ ਮੁਖੀ ਨੇ ਦੱਸਿਆ ਕਿ ਸ਼ੱਕ ਦੇ ਆਧਾਰ 'ਤੇ ਰੋਕ ਕੇ ਤਲਾਸ਼ੀ ਲੈਣ 'ਤੇ ਉਸ ਕੋਲੋਂ ਹੈਰੋਇਨ ਬਰਾਮਦ ਹੋਈ। ਦੋਸ਼ੀ ਖ਼ਿਲਾਫ਼ ਐਨ.ਡੀ.ਪੀ.ਐਸ. ਐਕਟ ਅਧੀਨ ਮਾਮਲਾ ਦਰਜ ਕਰਕੇ ਅਗਲੀ ਕਾਰਵਾਈ ਸ਼ੁਰੂ ਕਰ ਦਿੱਤੀ ਗਈ ਹੈ। (679, 1106, 959, 1187)
byline-logo-icon (992, 1526, 1003, 1537)
registration-mark: C M Y K (1509, 5, 1545, 15)
article-bijli (601, 78, 966, 622)
byline: ਪੰਜਾਬ ਟਾਇਮਜ਼ ਖ਼ਬਰ (19, 1745, 135, 1764)
article-body-continued: ਬਠਿੰਡਾ, 11 ਅਗਸਤ (ਸੁਰਜ ਸਿੰਗਲਾ) ਗਰੁੱਪ ਸਿੱਧ:- ਇਲਾਕੇ ਦੀ ਨਾਮਵਰ ਸੰਸਥਾ ਮਾਤਾ ਸੁੰਦਰੀ ਗਰੁੱਪ ਆਫ ਇੰਸਟੀਚਿਊਸ਼ਨਜ਼ ਢੱਡੇ ਵੱਲੋਂ ਵਿਦਿਆਰਥੀਆਂ ਦੇ ਗਿਆਨ ਵਿੱਚ ਵਾਧਾ ਕਰਨ ਲਈ ਵੇਰਕਾ ਮਿਲਕ ਪਲਾਂਟ ਬਠਿੰਡਾ ਦਾ ਵਿਦਿਅਕ ਟੂਰ ਲਗਾਇਆ ਗਿਆ। ਇਸ ਦੌਰਾਨ ਵਿਦਿਆਰਥੀਆਂ ਨੇ ਦੁੱਧ ਦੀ ਪ੍ਰੋਸੈਸਿੰਗ, ਪੈਕਿੰਗ ਅਤੇ ਗੁਣਵੱਤਾ ਜਾਂਚ ਦੀ ਪੂਰੀ ਪ੍ਰਕਿਰਿਆ ਨੂੰ ਨੇੜਿਓਂ ਦੇਖਿਆ। ਪਲਾਂਟ ਦੇ ਅਧਿਕਾਰੀਆਂ ਨੇ ਵਿਦਿਆਰਥੀਆਂ ਨੂੰ ਡੇਅਰੀ ਉਦਯੋਗ ਬਾਰੇ ਵਿਸਥਾਰ ਨਾਲ ਜਾਣਕਾਰੀ ਦਿੱਤੀ। ਸੰਸਥਾ ਦੇ ਪ੍ਰਬੰਧਕਾਂ ਨੇ ਕਿਹਾ ਕਿ ਅਜਿਹੇ ਟੂਰ ਵਿਦਿਆਰਥੀਆਂ ਦੇ ਪ੍ਰੈਕਟੀਕਲ ਗਿਆਨ ਲਈ ਬਹੁਤ ਲਾਭਦਾਇਕ ਹਨ। (986, 423, 1535, 490)
article-verka (972, 78, 1545, 552)
article-headline: ਪੈਨਸ਼ਨਰਜ਼ ਵੈੱਲਫੇਅਰ ਐਸੋਸੀਏਸ਼ਨ ਇਕਾਈ ਤਪਾ ਦੀ ਮਹੀਨਾਵਾਰ ਮੀਟਿੰਗ ਹੋਈ (980, 562, 1481, 582)
article-body-continued: ਫਗਵਾੜਾ, 11 ਅਗਸਤ (ਪ੍ਰਦੀਪਲ ਸਿੰਘ ਬੋਲਾ):- ਪੰਜਾਬ ਸਰਕਾਰ ਵੱਲੋਂ ਲਿਆਂਦੀ ਗਈ ਲੈਂਡ ਪੂਲਿੰਗ ਪਾਲਿਸੀ ਦੇ ਖ਼ਿਲਾਫ਼ ਭਾਰਤੀ ਕਿਸਾਨ ਯੂਨੀਅਨ ਦੋਆਬਾ ਵੱਲੋਂ ਫਗਵਾੜਾ ਵਿਖੇ ਵਿਸ਼ਾਲ ਮੋਟਰਸਾਈਕਲ ਮਾਰਚ ਕੱਢਿਆ ਗਿਆ। ਇਸ ਮਾਰਚ ਵਿੱਚ ਇਲਾਕੇ ਦੇ ਸੈਂਕੜੇ ਕਿਸਾਨਾਂ ਨੇ ਭਾਗ ਲਿਆ। ਕਿਸਾਨ ਆਗੂਆਂ ਨੇ ਕਿਹਾ ਕਿ ਇਹ ਨੀਤੀ ਕਿਸਾਨ ਵਿਰੋਧੀ ਹੈ ਅਤੇ ਇਸ ਨੂੰ ਤੁਰੰਤ ਰੱਦ ਕੀਤਾ ਜਾਵੇ, ਨਹੀਂ ਤਾਂ ਸੰਘਰਸ਼ ਹੋਰ ਤਿੱਖਾ ਕੀਤਾ ਜਾਵੇਗਾ। (984, 1724, 1537, 1763)
article-subhead: ਰਮਨਦੀਪ ਕੌਰ ਨੇ ਜਿੱਤਿਆ ਮਿਸ ਤੀਜ ਦਾ ਖ਼ਿਤਾਬ (19, 126, 293, 145)
article-headline: ਸ਼ਿਰੋਕ ਇੰਟਰਨੈਸ਼ਨਲ ਪਬਲਿਕ ਸਕੂਲ 'ਚ ਗੁਰਮਤਿ ਮੁਕਾਬਲੇ ਕਰਵਾਏ (609, 633, 925, 675)
byline: ਪੰਜਾਬ ਟਾਇਮਜ਼ ਖ਼ਬਰ (19, 388, 135, 407)
article-body-continued: ਤਪਾ ਮੰਡੀ, 11 ਅਗਸਤ (ਰੋਹਿਤ ਸਿੰਗਲਾ/ਸੁਭਾਸ਼ ਸਿੰਗਲਾ):- ਪੈਨਸ਼ਨਰਜ਼ ਵੈੱਲਫੇਅਰ ਐਸੋਸੀਏਸ਼ਨ ਇਕਾਈ ਤਪਾ ਦੀ ਮਹੀਨਾਵਾਰ ਮੀਟਿੰਗ ਪ੍ਰਧਾਨ ਦੀ ਪ੍ਰਧਾਨਗੀ ਹੇਠ ਹੋਈ। ਜਿਸ ਵਿੱਚ ਵੱਡੀ ਗਿਣਤੀ ਵਿੱਚ ਪੈਨਸ਼ਨਰਾਂ ਨੇ ਭਾਗ ਲਿਆ। ਮੀਟਿੰਗ ਵਿੱਚ ਪੰਜਾਬ ਸਰਕਾਰ ਵੱਲੋਂ ਪੈਨਸ਼ਨਰਾਂ ਦੀਆਂ ਮੰਗਾਂ ਨੂੰ ਅਣਗੌਲਿਆਂ ਕਰਨ ਦੀ ਸਖ਼ਤ ਨਿੰਦਾ ਕੀਤੀ ਗਈ। ਆਗੂਆਂ ਨੇ ਮੰਗ ਕੀਤੀ ਕਿ ਡੀ.ਏ. ਦੀਆਂ ਬਕਾਇਆ ਕਿਸ਼ਤਾਂ ਜਾਰੀ ਕੀਤੀਆਂ ਜਾਣ ਅਤੇ ਛੇਵੇਂ ਤਨਖਾਹ ਕਮਿਸ਼ਨ ਦਾ ਬਕਾਇਆ ਤੁਰੰਤ ਦਿੱਤਾ ਜਾਵੇ। ਇਸ ਮੌਕੇ ਪੈਨਸ਼ਨਰਾਂ ਨੇ ਸੰਘਰਸ਼ ਤੇਜ਼ ਕਰਨ ਦਾ ਐਲਾਨ ਕੀਤਾ। (1171, 831, 1537, 912)
registration-mark: C K (1529, 2365, 1545, 2375)
paper-date: Daily PUNJAB TIMES Jalandhar ਮੰਗਲਵਾਰ, 12 ਅਗਸਤ, 2025 (1120, 28, 1452, 65)
article-body-continued: ਰਾਮਾਂ ਮੰਡੀ, 11 ਅਗਸਤ (ਤਾਰਾਚੰਦ ਅਰੋੜਾ):- ਗਰਮ ਰੁੱਤ ਜ਼ੋਨ ਪੱਧਰੀ ਟੂਰਨਾਮੈਂਟ ਦੇ ਮੁਕਾਬਲਿਆਂ ਵਿੱਚ ਸੰਤ ਜੇਵੀਅਰਜ਼ ਕਾਨਵੈਂਟ ਸਕੂਲ ਦੇ ਵਿਦਿਆਰਥੀਆਂ ਨੇ ਸ਼ਾਨਦਾਰ ਪ੍ਰਦਰਸ਼ਨ ਕਰਦਿਆਂ ਕਈ ਤਗਮੇ ਹਾਸਲ ਕੀਤੇ। ਅੰਡਰ-14, ਅੰਡਰ-17 ਅਤੇ ਅੰਡਰ-19 ਵਰਗਾਂ ਵਿੱਚ ਖਿਡਾਰੀਆਂ ਨੇ ਪਹਿਲੇ ਅਤੇ ਦੂਜੇ ਸਥਾਨ ਪ੍ਰਾਪਤ ਕੀਤੇ। ਸਕੂਲ ਪ੍ਰਿੰਸੀਪਲ ਨੇ ਜੇਤੂ ਖਿਡਾਰੀਆਂ ਨੂੰ ਵਧਾਈ ਦਿੰਦਿਆਂ ਕਿਹਾ ਕਿ ਸਕੂਲ ਵੱਲੋਂ ਖਿਡਾਰੀਆਂ ਨੂੰ ਹਰ ਸਹੂਲਤ ਦਿੱਤੀ ਜਾਵੇਗੀ। (19, 2096, 198, 2218)
byline: ਪੰਜਾਬ ਟਾਇਮਜ਼ ਖ਼ਬਰ (984, 1521, 1100, 1540)
byline: ਪੰਜਾਬ ਟਾਇਮਜ਼ ਖ਼ਬਰ (19, 860, 135, 878)
article-body: ਬੁਨੀਰ, 11 ਅਗਸਤ (ਰਾਜੀਵ ਸਿੰਗਲਾ):- ਭਾਰਤੀ ਕਿਸਾਨ ਯੂਨੀਅਨ ਏਕਤਾ (ਉਗਰਾਹਾਂ) ਵੱਲੋਂ ਬਲਾਕ ਬੁਨੀਰ ਦੇ ਵੱਖ-ਵੱਖ ਪਿੰਡਾਂ ਵਿੱਚ ਮੀਟਿੰਗਾਂ ਕੀਤੀਆਂ ਗਈਆਂ। ਇਨ੍ਹਾਂ ਮੀਟਿੰਗਾਂ ਵਿੱਚ ਪੰਜਾਬ ਸਰਕਾਰ ਦੀ ਲੈਂਡ ਪੂਲਿੰਗ ਨੀਤੀ ਦਾ ਵਿਰੋਧ ਕਰਨ ਦਾ ਫ਼ੈਸਲਾ ਕੀਤਾ ਗਿਆ। ਆਗੂਆਂ ਨੇ ਕਿਹਾ ਕਿ ਕਿਸਾਨਾਂ ਦੀਆਂ ਜ਼ਮੀਨਾਂ ਬਚਾਉਣ ਲਈ ਵੱਡਾ ਸੰਘਰਸ਼ ਵਿੱਢਿਆ ਜਾਵੇਗਾ ਅਤੇ 24/8/25 ਨੂੰ ਇੱਕ ਭਰਵੀਂ ਮੀਟਿੰਗ ਕੀਤੀ ਜਾਵੇਗੀ। (984, 1106, 1163, 1215)
article-photo (19, 1529, 393, 1739)
byline: ਪੰਜਾਬ ਟਾਇਮਜ਼ ਖ਼ਬਰ (984, 1081, 1100, 1099)
article-jagjit (601, 1301, 966, 1597)
byline: ਪੰਜਾਬ ਟਾਇਮਜ਼ ਖ਼ਬਰ (609, 1507, 725, 1526)
article-teej (11, 78, 594, 622)
article-photo (609, 1106, 671, 1183)
byline: ਪੰਜਾਬ ਟਾਇਮਜ਼ ਖ਼ਬਰ (609, 318, 725, 337)
byline-logo-icon (617, 323, 628, 334)
byline-logo-icon (27, 1246, 38, 1257)
byline-logo-icon (27, 864, 38, 875)
article-pensioners (972, 622, 1545, 1032)
article-photo (1188, 1980, 1538, 2136)
byline-logo-icon (617, 2170, 628, 2181)
article-khushbaz (11, 1038, 594, 1450)
article-callout: ਕੂੜਿਆਂ ਵਿੱਚੋਂ ਡੰਗਰਾਂ ਦੇ ਸਰਕਾਰ ਨਾਲ ਵਿਰੋਧੀ ਵਰਗਾਂ ਨੂੰ ਸਮਰਾਲਾ ਪ੍ਰਸ਼ਾਸਨ ਨਾਲ ਪ੍ਰਾਵੇ : ਕਾਮਰੇਡ/ ਜਸਵਿੰਦਰ ਸਿੰਘ (986, 2007, 1177, 2048)
